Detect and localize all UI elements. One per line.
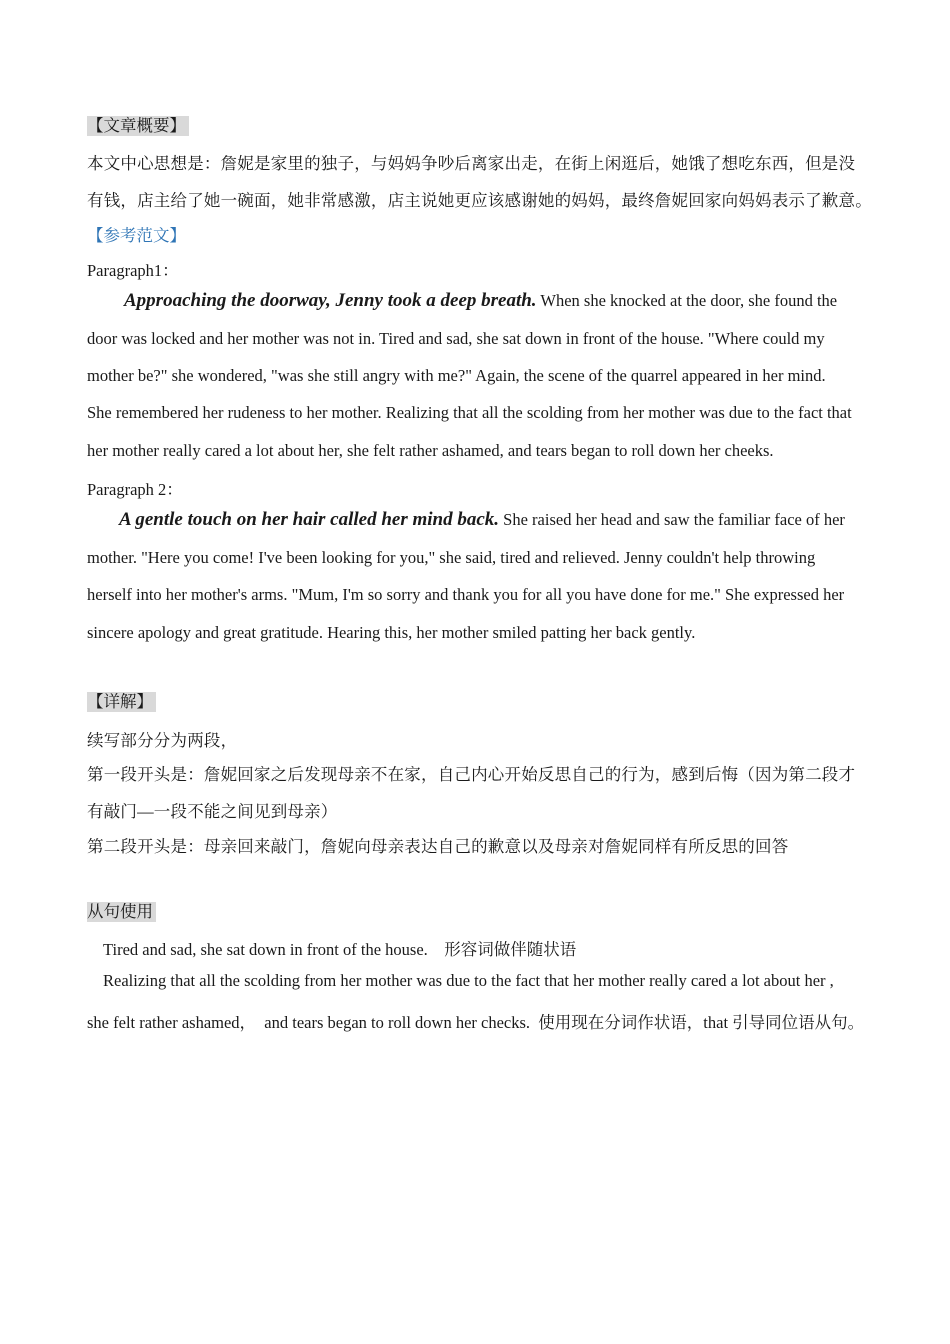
clause-heading: 从句使用 <box>87 902 156 922</box>
paragraph1-lead-sentence: Approaching the doorway, Jenny took a deep breath. <box>124 290 537 311</box>
paragraph2-first-line <box>119 509 845 531</box>
paragraph2-label: Paragraph 2： <box>87 480 183 499</box>
reference-heading: 【参考范文】 <box>87 226 186 245</box>
paragraph2-line: mother. "Here you come! I've been looking for you," she said, tired and relieved. Jenny couldn't help throwing <box>87 548 816 567</box>
summary-heading: 【文章概要】 <box>87 116 189 136</box>
detail-line: 续写部分分为两段， <box>87 731 238 750</box>
detail-line: 第一段开头是：詹妮回家之后发现母亲不在家，自己内心开始反思自己的行为，感到后悔（因为第二段才 <box>87 765 856 784</box>
paragraph1-first-line <box>124 290 837 312</box>
detail-line: 有敲门—一段不能之间见到母亲） <box>87 802 338 821</box>
summary-line-1: 本文中心思想是：詹妮是家里的独子，与妈妈争吵后离家出走，在街上闲逛后，她饿了想吃东西，但是没 <box>87 154 856 173</box>
paragraph1-label: Paragraph1： <box>87 261 179 280</box>
paragraph1-line: mother be?" she wondered, "was she still angry with me?" Again, the scene of the quarrel appeared in her mind. <box>87 366 826 385</box>
paragraph1-line: She remembered her rudeness to her mother. Realizing that all the scolding from her mother was due to the fact that <box>87 403 852 422</box>
paragraph2-first-rest: She raised her head and saw the familiar face of her <box>499 510 845 529</box>
paragraph1-line: door was locked and her mother was not in. Tired and sad, she sat down in front of the house. "Where could my <box>87 329 825 348</box>
clause-example-3: she felt rather ashamed， and tears began to roll down her checks. 使用现在分词作状语，that 引导同位语从句。 <box>87 1013 865 1032</box>
summary-line-2: 有钱，店主给了她一碗面，她非常感激，店主说她更应该感谢她的妈妈，最终詹妮回家向妈妈表示了歉意。 <box>87 191 872 210</box>
clause-example-1: Tired and sad, she sat down in front of the house. 形容词做伴随状语 <box>103 940 577 959</box>
paragraph2-lead-sentence: A gentle touch on her hair called her mind back. <box>119 509 500 530</box>
detail-line: 第二段开头是：母亲回来敲门，詹妮向母亲表达自己的歉意以及母亲对詹妮同样有所反思的回答 <box>87 837 789 856</box>
paragraph1-first-rest: When she knocked at the door, she found the <box>536 291 838 310</box>
paragraph2-line: sincere apology and great gratitude. Hearing this, her mother smiled patting her back gently. <box>87 623 696 642</box>
clause-example-2: Realizing that all the scolding from her mother was due to the fact that her mother really cared a lot about her , <box>103 971 834 990</box>
paragraph2-line: herself into her mother's arms. "Mum, I'm so sorry and thank you for all you have done for me." She expressed her <box>87 585 845 604</box>
paragraph1-line: her mother really cared a lot about her, she felt rather ashamed, and tears began to roll down her cheeks. <box>87 441 774 460</box>
detail-heading: 【详解】 <box>87 692 156 712</box>
